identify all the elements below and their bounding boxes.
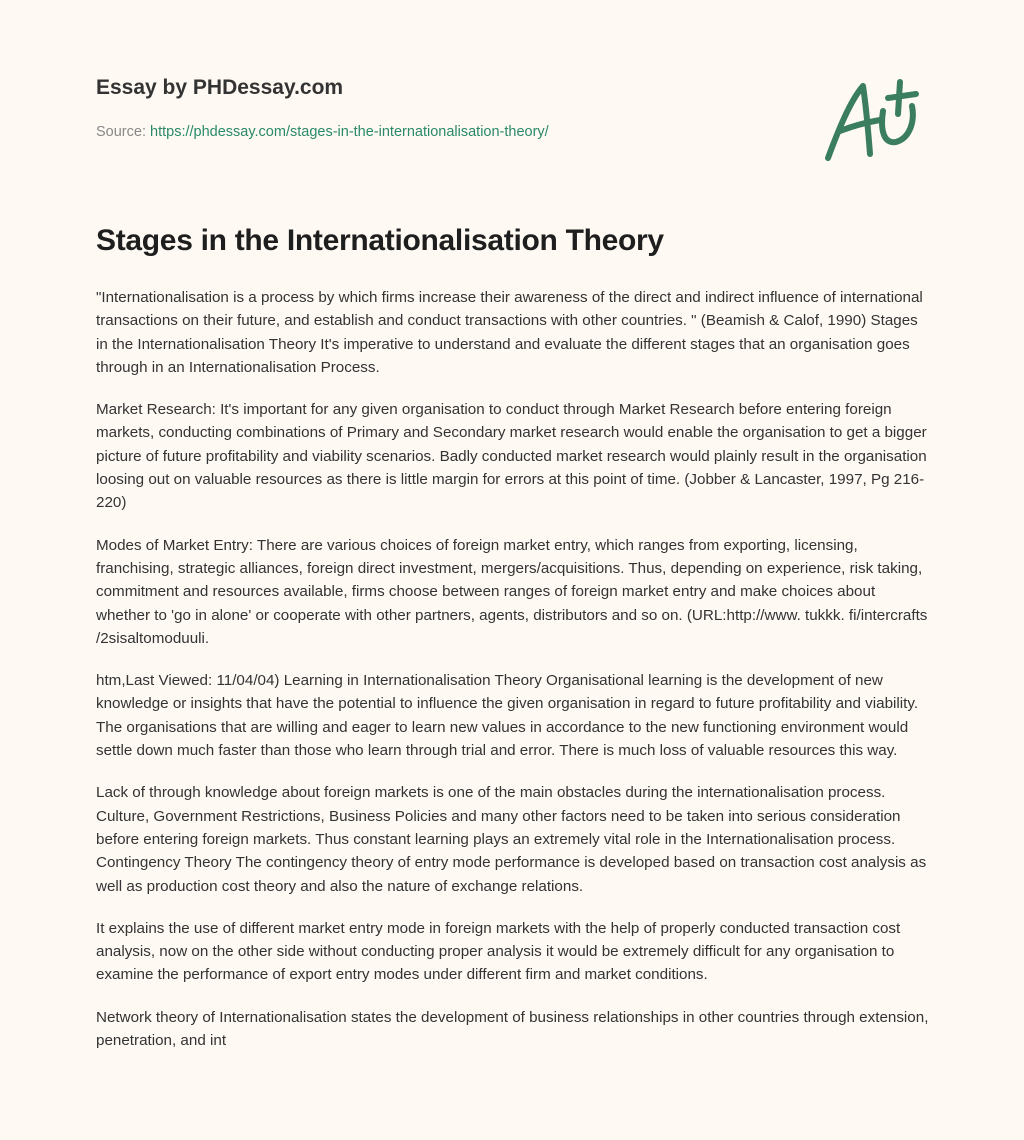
essay-body xyxy=(96,286,932,1071)
source-link[interactable]: https://phdessay.com/stages-in-the-internationalisation-theory/ xyxy=(150,124,549,140)
source-line xyxy=(96,124,549,140)
a-plus-logo-icon xyxy=(818,76,928,164)
site-brand: Essay by PHDessay.com xyxy=(96,76,344,99)
paragraph: Modes of Market Entry: There are various choices of foreign market entry, which ranges from exporting, licensing, franchising, strategic alliances, foreign direct investment, mergers/acquisitions. Thus, depending on experience, risk taking, commitment and resources available, firms choose between ranges of foreign market entry and make choices about whether to 'go in alone' or cooperate with other partners, agents, distributors and so on. (URL:http://www. tukkk. fi/intercrafts /2sisaltomoduuli. xyxy=(96,536,928,647)
paragraph: htm,Last Viewed: 11/04/04) Learning in Internationalisation Theory Organisational learning is the development of new knowledge or insights that have the potential to influence the given organisation in regard to future profitability and viability. The organisations that are willing and eager to learn new values in accordance to the new functioning environment would settle down much faster than those who learn through trial and error. There is much loss of valuable resources this way. xyxy=(96,672,919,760)
source-label: Source: xyxy=(96,124,146,140)
essay-title: Stages in the Internationalisation Theory xyxy=(96,224,664,257)
paragraph: Lack of through knowledge about foreign markets is one of the main obstacles during the internationalisation process. Culture, Government Restrictions, Business Policies and many other factors need to be taken into serious consideration before entering foreign markets. Thus constant learning plays an extremely vital role in the Internationalisation process. Contingency Theory The contingency theory of entry mode performance is developed based on transaction cost analysis as well as production cost theory and also the nature of exchange relations. xyxy=(96,784,927,895)
paragraph: It explains the use of different market entry mode in foreign markets with the help of properly conducted transaction cost analysis, now on the other side without conducting proper analysis it would be extremely difficult for any organisation to examine the performance of export entry modes under different firm and market conditions. xyxy=(96,919,901,984)
paragraph: Market Research: It's important for any given organisation to conduct through Market Research before entering foreign markets, conducting combinations of Primary and Secondary market research would enable the organisation to get a bigger picture of future profitability and viability scenarios. Badly conducted market research would plainly result in the organisation loosing out on valuable resources as there is little margin for errors at this point of time. (Jobber & Lancaster, 1997, Pg 216-220) xyxy=(96,401,927,512)
paragraph: "Internationalisation is a process by which firms increase their awareness of the direct and indirect influence of international transactions on their future, and establish and conduct transactions with other countries. " (Beamish & Calof, 1990) Stages in the Internationalisation Theory It's imperative to understand and evaluate the different stages that an organisation goes through in an Internationalisation Process. xyxy=(96,289,923,376)
paragraph: Network theory of Internationalisation states the development of business relationships in other countries through extension, penetration, and int xyxy=(96,1008,929,1050)
